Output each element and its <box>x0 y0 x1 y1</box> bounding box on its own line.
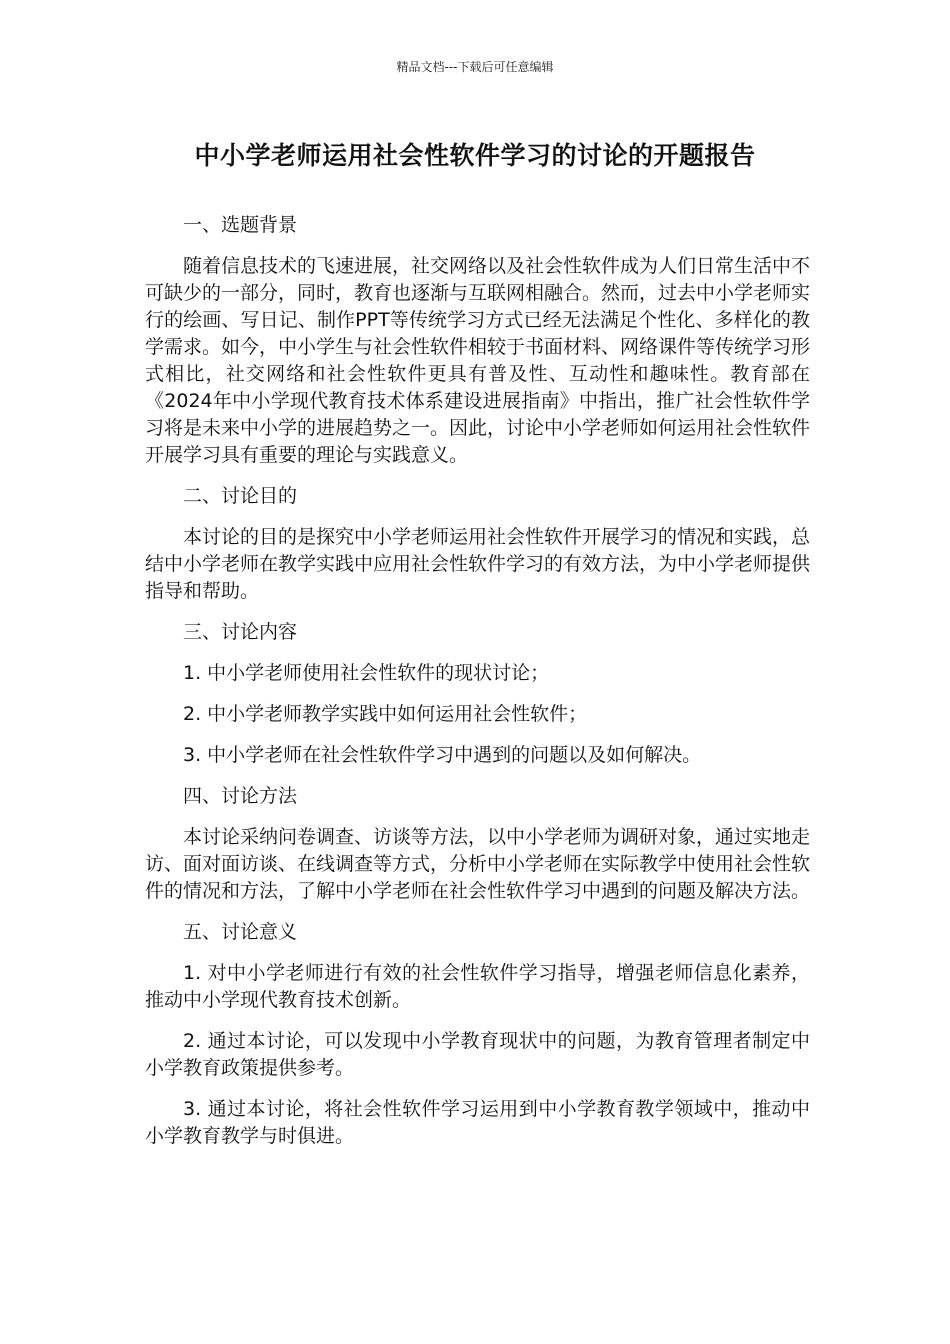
list-item: 3. 通过本讨论，将社会性软件学习运用到中小学教育教学领域中，推动中小学教育教学与时俱进。 <box>145 1098 810 1147</box>
section-heading-significance: 五、讨论意义 <box>183 921 298 943</box>
section-paragraph: 随着信息技术的飞速进展，社交网络以及社会性软件成为人们日常生活中不可缺少的一部分，同时，教育也逐渐与互联网相融合。然而，过去中小学老师实行的绘画、写日记、制作PPT等传统学习方式已经无法满足个性化、多样化的教学需求。如今，中小学生与社会性软件相较于书面材料、网络课件等传统学习形式相比，社交网络和社会性软件更具有普及性、互动性和趣味性。教育部在《2024年中小学现代教育技术体系建设进展指南》中指出，推广社会性软件学习将是未来中小学的进展趋势之一。因此，讨论中小学老师如何运用社会性软件开展学习具有重要的理论与实践意义。 <box>145 255 811 466</box>
list-item: 3. 中小学老师在社会性软件学习中遇到的问题以及如何解决。 <box>183 744 702 766</box>
list-item: 2. 通过本讨论，可以发现中小学教育现状中的问题，为教育管理者制定中小学教育政策提供参考。 <box>145 1030 810 1079</box>
section-paragraph: 本讨论采纳问卷调查、访谈等方法，以中小学老师为调研对象，通过实地走访、面对面访谈、在线调查等方式，分析中小学老师在实际教学中使用社会性软件的情况和方法，了解中小学老师在社会性软件学习中遇到的问题及解决方法。 <box>145 826 811 902</box>
list-item: 1. 对中小学老师进行有效的社会性软件学习指导，增强老师信息化素养，推动中小学现代教育技术创新。 <box>145 962 810 1011</box>
page-header: 精品文档---下载后可任意编辑 <box>396 60 554 74</box>
section-heading-background: 一、选题背景 <box>183 214 298 236</box>
section-heading-method: 四、讨论方法 <box>183 785 298 807</box>
list-item: 2. 中小学老师教学实践中如何运用社会性软件； <box>183 703 588 725</box>
document-title: 中小学老师运用社会性软件学习的讨论的开题报告 <box>194 141 756 170</box>
section-heading-purpose: 二、讨论目的 <box>183 485 298 507</box>
section-heading-content: 三、讨论内容 <box>183 621 298 643</box>
list-item: 1. 中小学老师使用社会性软件的现状讨论； <box>183 662 550 684</box>
document-body <box>145 212 810 1164</box>
section-paragraph: 本讨论的目的是探究中小学老师运用社会性软件开展学习的情况和实践，总结中小学老师在教学实践中应用社会性软件学习的有效方法，为中小学老师提供指导和帮助。 <box>145 526 811 602</box>
